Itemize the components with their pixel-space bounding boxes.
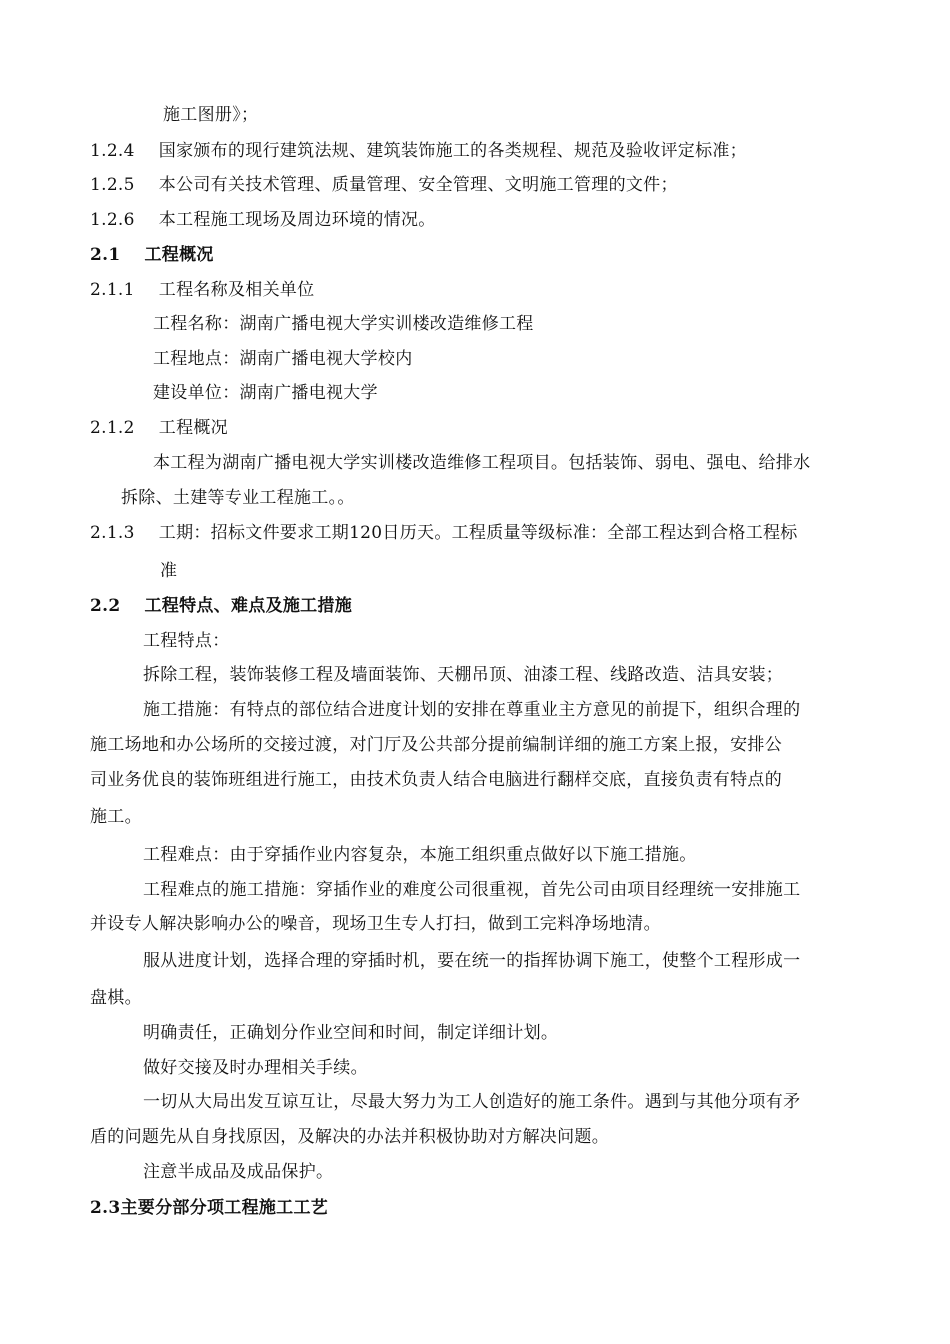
section-heading-2-1 [90,244,214,266]
list-item-1-2-5 [90,174,678,196]
heading-text: 工程概况 [158,418,228,438]
item-number: 1.2.6 [90,210,135,230]
schedule-line-1: 服从进度计划，选择合理的穿插时机，要在统一的指挥协调下施工，使整个工程形成一 [143,951,801,971]
cooperation-line-2: 盾的问题先从自身找原因，及解决的办法并积极协助对方解决问题。 [90,1127,609,1147]
protection-text: 注意半成品及成品保护。 [143,1162,334,1182]
heading-number: 2.1.1 [90,280,135,300]
measures-line-2: 施工场地和办公场所的交接过渡，对门厅及公共部分提前编制详细的施工方案上报，安排公 [90,735,782,755]
item-text: 本工程施工现场及周边环境的情况。 [158,210,436,230]
subsection-2-1-3 [90,522,798,544]
measures-line-4: 施工。 [90,807,142,827]
section-heading-2-3: 2.3主要分部分项工程施工工艺 [90,1198,329,1218]
cooperation-line-1: 一切从大局出发互谅互让，尽最大努力为工人创造好的施工条件。遇到与其他分项有矛 [143,1092,801,1112]
difficulty-measures-line-1: 工程难点的施工措施：穿插作业的难度公司很重视，首先公司由项目经理统一安排施工 [143,880,801,900]
list-item-1-2-4 [90,140,747,162]
features-text: 拆除工程，装饰装修工程及墙面装饰、天棚吊顶、油漆工程、线路改造、洁具安装； [143,665,784,685]
section-heading-2-2 [90,595,352,617]
overview-paragraph-line-2: 拆除、土建等专业工程施工。。 [121,488,355,508]
item-number: 1.2.5 [90,175,135,195]
heading-number: 2.1 [90,245,121,265]
project-name: 工程名称：湖南广播电视大学实训楼改造维修工程 [153,314,534,334]
measures-line-1: 施工措施：有特点的部位结合进度计划的安排在尊重业主方意见的前提下，组织合理的 [143,700,801,720]
subsection-heading-2-1-2 [90,417,228,439]
heading-text: 工程概况 [144,245,214,265]
features-label: 工程特点： [143,631,230,651]
subsection-heading-2-1-1 [90,279,314,301]
project-site: 工程地点：湖南广播电视大学校内 [153,349,413,369]
item-text: 本公司有关技术管理、质量管理、安全管理、文明施工管理的文件； [158,175,678,195]
heading-number: 2.2 [90,596,121,616]
subsection-2-1-3-continuation: 准 [160,561,178,581]
continuation-line: 施工图册》； [163,105,259,125]
measures-line-3: 司业务优良的装饰班组进行施工，由技术负责人结合电脑进行翻样交底，直接负责有特点的 [90,770,782,790]
project-owner: 建设单位：湖南广播电视大学 [153,383,378,403]
item-number: 1.2.4 [90,141,135,161]
schedule-line-2: 盘棋。 [90,988,142,1008]
difficulty-measures-line-2: 并设专人解决影响办公的噪音，现场卫生专人打扫，做到工完料净场地清。 [90,914,661,934]
item-text: 国家颁布的现行建筑法规、建筑装饰施工的各类规程、规范及验收评定标准； [158,141,747,161]
handover-text: 做好交接及时办理相关手续。 [143,1058,368,1078]
heading-text: 工程名称及相关单位 [158,280,315,300]
heading-number: 2.1.2 [90,418,135,438]
heading-number: 2.1.3 [90,523,135,543]
difficulty-text: 工程难点：由于穿插作业内容复杂，本施工组织重点做好以下施工措施。 [143,845,697,865]
overview-paragraph-line-1: 本工程为湖南广播电视大学实训楼改造维修工程项目。包括装饰、弱电、强电、给排水 [153,453,811,473]
responsibility-text: 明确责任，正确划分作业空间和时间，制定详细计划。 [143,1023,559,1043]
heading-text: 工程特点、难点及施工措施 [144,596,353,616]
list-item-1-2-6 [90,209,436,231]
heading-text: 工期：招标文件要求工期120日历天。工程质量等级标准：全部工程达到合格工程标 [158,523,798,543]
